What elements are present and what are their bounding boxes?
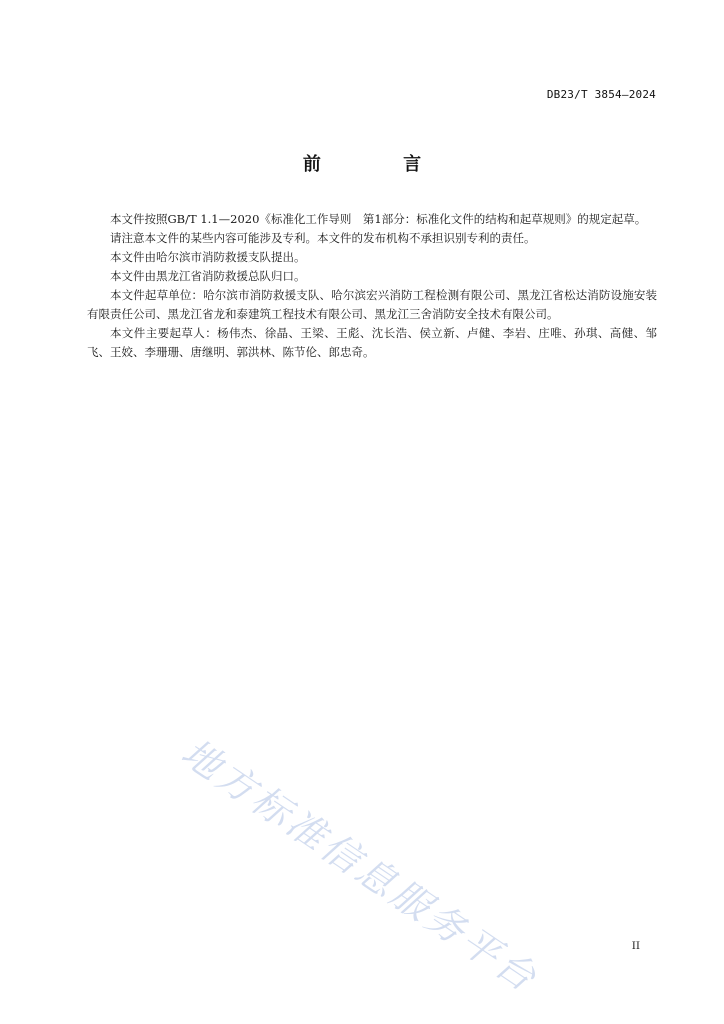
- paragraph-main-drafters: 本文件主要起草人：杨伟杰、徐晶、王梁、王彪、沈长浩、侯立新、卢健、李岩、庄唯、孙琪、高健、邹飞、王姣、李珊珊、唐继明、郭洪林、陈节伦、郎忠奇。: [87, 326, 657, 359]
- standard-code: DB23/T 3854—2024: [546, 88, 656, 101]
- paragraph-drafting-rules: 本文件按照GB/T 1.1—2020《标准化工作导则 第1部分：标准化文件的结构和起草规则》的规定起草。: [110, 212, 647, 226]
- paragraph-centralized-unit: 本文件由黑龙江省消防救援总队归口。: [110, 269, 306, 283]
- page-number: II: [631, 940, 640, 952]
- watermark: 地方标准信息服务平台: [173, 730, 547, 1002]
- paragraph-patent-notice: 请注意本文件的某些内容可能涉及专利。本文件的发布机构不承担识别专利的责任。: [110, 231, 536, 245]
- foreword-body: [87, 210, 657, 362]
- paragraph-proposer: 本文件由哈尔滨市消防救援支队提出。: [110, 250, 306, 264]
- paragraph-drafting-units: 本文件起草单位：哈尔滨市消防救援支队、哈尔滨宏兴消防工程检测有限公司、黑龙江省松达消防设施安装有限责任公司、黑龙江省龙和泰建筑工程技术有限公司、黑龙江三舍消防安全技术有限公司。: [87, 288, 657, 321]
- page-title: 前 言: [302, 154, 460, 175]
